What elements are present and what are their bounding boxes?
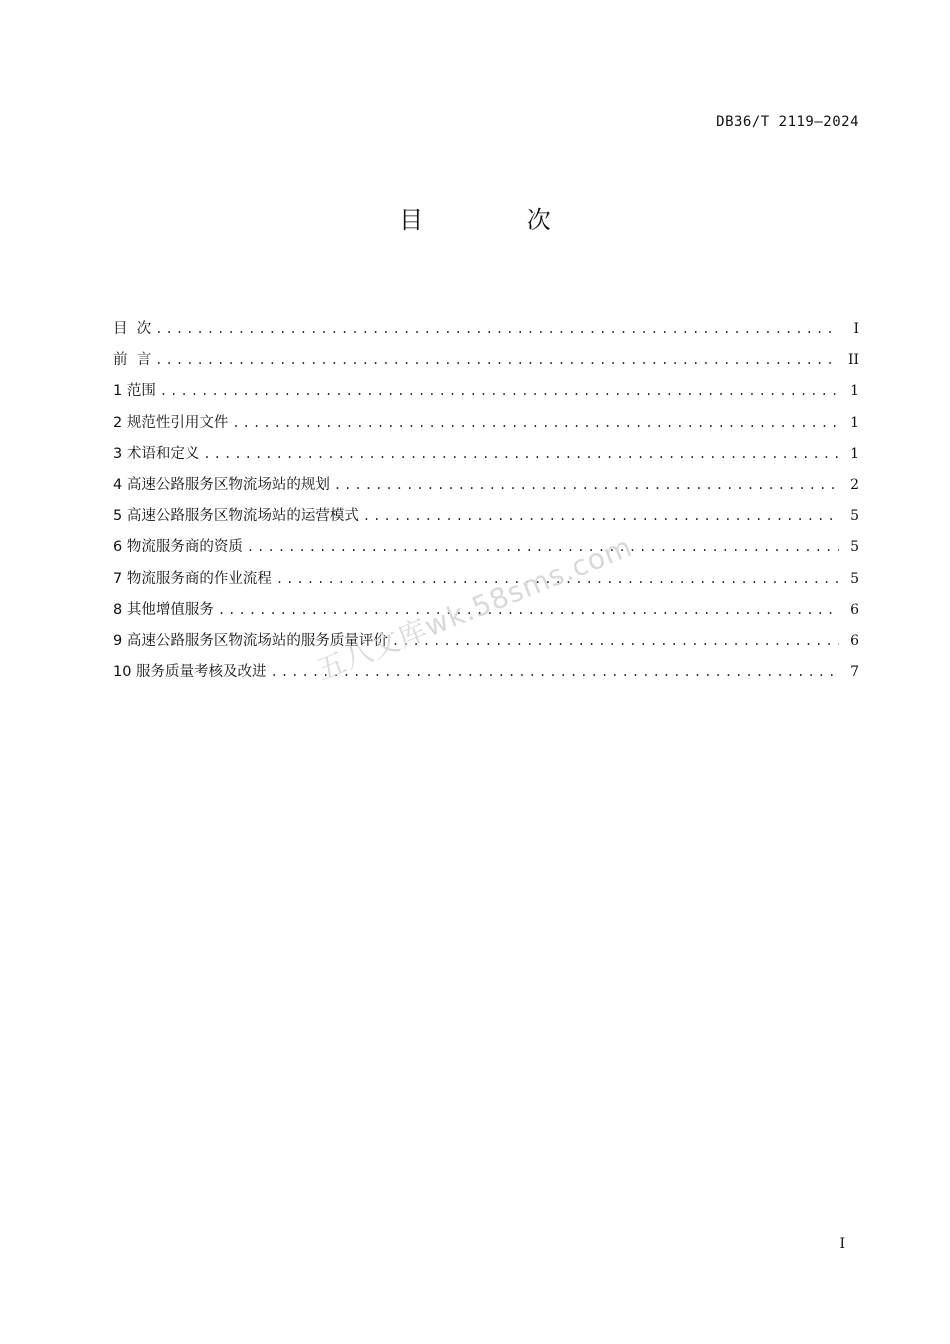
toc-entry-label: 9 高速公路服务区物流场站的服务质量评价 [113, 632, 388, 649]
toc-entry-page: 1 [850, 414, 859, 431]
toc-entry-normative-references[interactable] [113, 410, 859, 441]
page-title: 目 次 [399, 206, 599, 234]
table-of-contents [113, 316, 859, 690]
toc-entry-page: II [847, 352, 859, 369]
dot-leader [155, 316, 839, 342]
dot-leader [232, 410, 839, 436]
toc-entry-page: 1 [850, 383, 859, 400]
toc-entry-label: 8 其他增值服务 [113, 601, 214, 618]
page-number: I [839, 1236, 845, 1252]
toc-entry-label: 1 范围 [113, 383, 156, 400]
toc-entry-page: 2 [850, 476, 859, 493]
toc-entry-label: 3 术语和定义 [113, 445, 200, 462]
toc-entry-label: 前 言 [113, 352, 152, 369]
dot-leader [203, 441, 839, 467]
toc-entry-label: 10 服务质量考核及改进 [113, 664, 267, 681]
toc-entry-page: 6 [850, 632, 859, 649]
dot-leader [334, 472, 839, 498]
toc-entry-foreword[interactable] [113, 347, 859, 378]
watermark: 五八文库wk.58sms.com [312, 529, 638, 687]
toc-entry-terms-definitions[interactable] [113, 441, 859, 472]
toc-entry-planning[interactable] [113, 472, 859, 503]
toc-entry-page: 5 [850, 508, 859, 525]
toc-entry-label: 2 规范性引用文件 [113, 414, 229, 431]
toc-entry-label: 5 高速公路服务区物流场站的运营模式 [113, 508, 359, 525]
document-code: DB36/T 2119—2024 [716, 114, 859, 130]
toc-entry-page: 1 [850, 445, 859, 462]
toc-entry-scope[interactable] [113, 378, 859, 409]
toc-entry-assessment-improvement[interactable] [113, 659, 859, 690]
toc-entry-page: 5 [850, 570, 859, 587]
toc-entry-page: 5 [850, 539, 859, 556]
toc-entry-contents[interactable] [113, 316, 859, 347]
toc-entry-quality-evaluation[interactable] [113, 628, 859, 659]
toc-entry-page: 7 [850, 664, 859, 681]
toc-entry-label: 4 高速公路服务区物流场站的规划 [113, 476, 330, 493]
toc-entry-provider-qualification[interactable] [113, 534, 859, 565]
toc-entry-operation-mode[interactable] [113, 503, 859, 534]
toc-entry-label: 目 次 [113, 321, 152, 337]
toc-entry-page: 6 [850, 601, 859, 618]
toc-entry-label: 6 物流服务商的资质 [113, 539, 243, 556]
dot-leader [160, 378, 839, 404]
dot-leader [363, 503, 839, 529]
toc-entry-label: 7 物流服务商的作业流程 [113, 570, 272, 587]
toc-entry-page: I [853, 321, 859, 337]
dot-leader [155, 347, 839, 373]
